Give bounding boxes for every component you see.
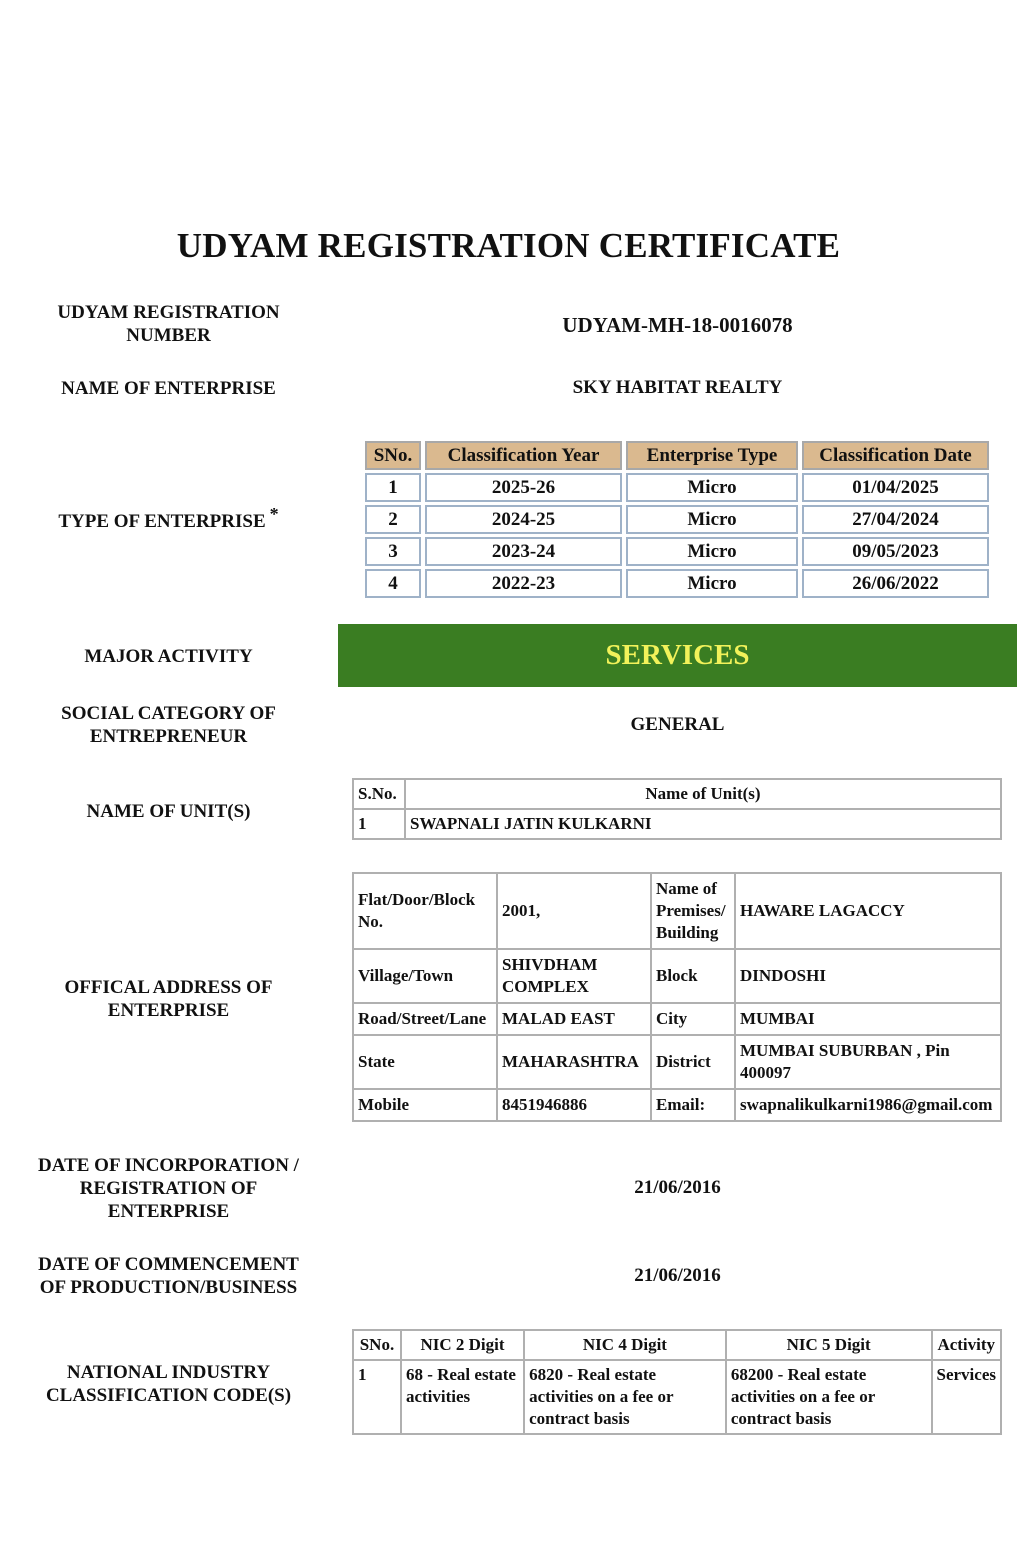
col-nic5: NIC 5 Digit — [726, 1330, 932, 1360]
label-line: ENTREPRENEUR — [89, 726, 248, 747]
cell-nic2: 68 - Real estate activities — [401, 1360, 524, 1434]
label-line: OFFICAL ADDRESS OF — [64, 977, 273, 998]
cell-unit-name: SWAPNALI JATIN KULKARNI — [405, 809, 1001, 839]
cell-nic4: 6820 - Real estate activities on a fee or contract basis — [524, 1360, 726, 1434]
col-nic4: NIC 4 Digit — [524, 1330, 726, 1360]
table-row — [353, 809, 1001, 839]
nic-table — [352, 1329, 1002, 1435]
address-table — [352, 872, 1002, 1122]
col-nic2: NIC 2 Digit — [401, 1330, 524, 1360]
incorporation-date-label — [20, 1154, 317, 1223]
cell-sno: 1 — [353, 1360, 401, 1434]
cell-date: 09/05/2023 — [802, 537, 989, 566]
major-activity-label: MAJOR ACTIVITY — [84, 646, 253, 667]
social-category-value: GENERAL — [630, 714, 725, 735]
state-value: MAHARASHTRA — [497, 1035, 651, 1089]
commencement-date-label — [20, 1253, 317, 1299]
city-label: City — [651, 1003, 735, 1035]
certificate-title: UDYAM REGISTRATION CERTIFICATE — [176, 226, 841, 265]
col-sno: S.No. — [353, 779, 405, 809]
table-row — [353, 1003, 1001, 1035]
block-label: Block — [651, 949, 735, 1003]
label-line: DATE OF COMMENCEMENT — [38, 1254, 299, 1275]
col-sno: SNo. — [353, 1330, 401, 1360]
col-classification-year: Classification Year — [425, 441, 622, 470]
cell-type: Micro — [626, 537, 798, 566]
table-row — [353, 1360, 1001, 1434]
village-label: Village/Town — [353, 949, 497, 1003]
units-label: NAME OF UNIT(S) — [86, 801, 251, 822]
cell-sno: 3 — [365, 537, 421, 566]
col-enterprise-type: Enterprise Type — [626, 441, 798, 470]
cell-type: Micro — [626, 505, 798, 534]
cell-sno: 1 — [353, 809, 405, 839]
label-line: CLASSIFICATION CODE(S) — [45, 1385, 292, 1406]
table-row — [365, 473, 989, 502]
cell-sno: 4 — [365, 569, 421, 598]
flat-label: Flat/Door/Block No. — [353, 873, 497, 949]
label-line: OF PRODUCTION/BUSINESS — [39, 1277, 298, 1298]
table-row — [353, 1089, 1001, 1121]
nic-label — [20, 1361, 317, 1407]
table-header-row — [365, 441, 989, 470]
col-unit-name: Name of Unit(s) — [405, 779, 1001, 809]
cell-date: 26/06/2022 — [802, 569, 989, 598]
table-row — [353, 1035, 1001, 1089]
table-header-row — [353, 1330, 1001, 1360]
label-line: UDYAM REGISTRATION — [57, 302, 280, 323]
city-value: MUMBAI — [735, 1003, 1001, 1035]
enterprise-type-label — [20, 503, 317, 533]
col-activity: Activity — [932, 1330, 1001, 1360]
label-line: NATIONAL INDUSTRY — [66, 1362, 271, 1383]
cell-year: 2024-25 — [425, 505, 622, 534]
table-row — [365, 537, 989, 566]
commencement-date-value: 21/06/2016 — [634, 1265, 721, 1286]
state-label: State — [353, 1035, 497, 1089]
cell-year: 2023-24 — [425, 537, 622, 566]
incorporation-date-value: 21/06/2016 — [634, 1177, 721, 1198]
cell-year: 2022-23 — [425, 569, 622, 598]
label-text: TYPE OF ENTERPRISE — [58, 511, 266, 532]
units-table — [352, 778, 1002, 840]
label-line: ENTERPRISE — [107, 1000, 230, 1021]
col-classification-date: Classification Date — [802, 441, 989, 470]
premises-value: HAWARE LAGACCY — [735, 873, 1001, 949]
district-label: District — [651, 1035, 735, 1089]
registration-number-value: UDYAM-MH-18-0016078 — [562, 313, 793, 337]
table-row — [353, 949, 1001, 1003]
enterprise-name-value: SKY HABITAT REALTY — [572, 377, 783, 398]
cell-date: 27/04/2024 — [802, 505, 989, 534]
block-value: DINDOSHI — [735, 949, 1001, 1003]
label-line: REGISTRATION OF — [79, 1178, 258, 1199]
classification-table — [361, 438, 993, 601]
enterprise-name-label: NAME OF ENTERPRISE — [61, 378, 276, 399]
registration-number-label — [20, 301, 317, 347]
email-value: swapnalikulkarni1986@gmail.com — [735, 1089, 1001, 1121]
cell-nic5: 68200 - Real estate activities on a fee or contract basis — [726, 1360, 932, 1434]
table-header-row — [353, 779, 1001, 809]
address-label — [20, 976, 317, 1022]
district-value: MUMBAI SUBURBAN , Pin 400097 — [735, 1035, 1001, 1089]
village-value: SHIVDHAM COMPLEX — [497, 949, 651, 1003]
table-row — [365, 569, 989, 598]
cell-sno: 2 — [365, 505, 421, 534]
mobile-value: 8451946886 — [497, 1089, 651, 1121]
cell-sno: 1 — [365, 473, 421, 502]
cell-type: Micro — [626, 473, 798, 502]
cell-type: Micro — [626, 569, 798, 598]
mobile-label: Mobile — [353, 1089, 497, 1121]
label-line: DATE OF INCORPORATION / — [38, 1155, 299, 1176]
email-label: Email: — [651, 1089, 735, 1121]
col-sno: SNo. — [365, 441, 421, 470]
major-activity-banner — [338, 624, 1017, 687]
flat-value: 2001, — [497, 873, 651, 949]
cell-date: 01/04/2025 — [802, 473, 989, 502]
major-activity-value: SERVICES — [605, 639, 750, 671]
label-line: SOCIAL CATEGORY OF — [61, 703, 276, 724]
road-value: MALAD EAST — [497, 1003, 651, 1035]
road-label: Road/Street/Lane — [353, 1003, 497, 1035]
table-row — [365, 505, 989, 534]
label-line: NUMBER — [126, 325, 211, 346]
cell-year: 2025-26 — [425, 473, 622, 502]
cell-activity: Services — [932, 1360, 1001, 1434]
asterisk-icon: * — [269, 503, 279, 524]
social-category-label — [20, 702, 317, 748]
label-line: ENTERPRISE — [107, 1201, 230, 1222]
premises-label: Name of Premises/ Building — [651, 873, 735, 949]
table-row — [353, 873, 1001, 949]
